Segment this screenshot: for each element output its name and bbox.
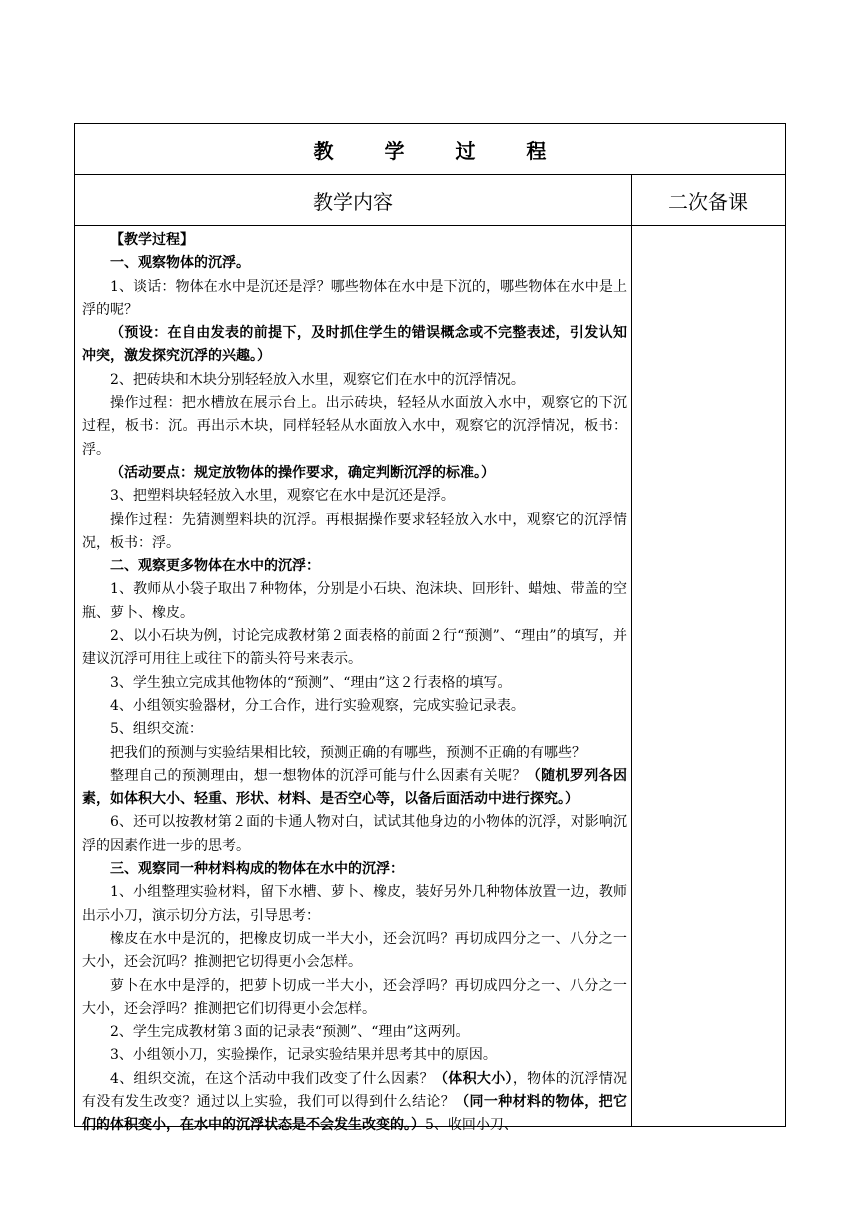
paragraph: 1、谈话：物体在水中是沉还是浮？哪些物体在水中是下沉的，哪些物体在水中是上浮的呢？ xyxy=(82,278,627,318)
bold-text-run: （随机罗列各因素，如体积大小、轻重、形状、材料、是否空心等，以备后面活动中进行探究。） xyxy=(82,767,628,808)
paragraph: 1、小组整理实验材料，留下水槽、萝卜、橡皮，装好另外几种物体放置一边，教师出示小刀，演示切分方法，引导思考： xyxy=(82,884,627,924)
paragraph: 操作过程：先猜测塑料块的沉浮。再根据操作要求轻轻放入水中，观察它的沉浮情况，板书：浮。 xyxy=(82,511,627,551)
paragraph: 橡皮在水中是沉的，把橡皮切成一半大小，还会沉吗？再切成四分之一、八分之一大小，还会沉吗？推测把它切得更小会怎样。 xyxy=(82,930,627,971)
table-header-row xyxy=(75,175,785,226)
paragraph: 3、学生独立完成其他物体的“预测”、“理由”这２行表格的填写。 xyxy=(110,674,512,691)
text-run: 5、收回小刀、 xyxy=(425,1117,518,1134)
text-run: 整理自己的预测理由，想一想物体的沉浮可能与什么因素有关呢？ xyxy=(110,767,527,784)
teaching-content-cell xyxy=(82,229,628,1134)
paragraph: 2、以小石块为例，讨论完成教材第２面表格的前面２行“预测”、“理由”的填写，并建议沉浮可用往上或往下的箭头符号来表示。 xyxy=(82,628,627,668)
paragraph: 4、小组领实验器材，分工合作，进行实验观察，完成实验记录表。 xyxy=(110,697,525,714)
paragraph: 三、观察同一种材料构成的物体在水中的沉浮： xyxy=(110,861,404,878)
paragraph: 一、观察物体的沉浮。 xyxy=(110,255,250,272)
bold-text-run: （体积大小） xyxy=(434,1070,513,1087)
paragraph: 6、还可以按教材第２面的卡通人物对白，试试其他身边的小物体的沉浮，对影响沉浮的因素作进一步的思考。 xyxy=(82,814,627,854)
paragraph: （活动要点：规定放物体的操作要求，确定判断沉浮的标准。） xyxy=(110,464,495,481)
paragraph: 萝卜在水中是浮的，把萝卜切成一半大小，还会浮吗？再切成四分之一、八分之一大小，还会浮吗？推测把它们切得更小会怎样。 xyxy=(82,977,627,1017)
paragraph xyxy=(82,765,627,812)
paragraph: （预设：在自由发表的前提下，及时抓住学生的错误概念或不完整表述，引发认知冲突，激发探究沉浮的兴趣。） xyxy=(82,325,627,365)
text-run: 4、组织交流，在这个活动中我们改变了什么因素？ xyxy=(110,1070,434,1087)
text-run: ，物体的沉浮情况有没有发生改变？通过以上实验，我们可以得到什么结论？ xyxy=(82,1070,628,1110)
paragraph: 2、学生完成教材第３面的记录表“预测”、“理由”这两列。 xyxy=(110,1024,470,1041)
paragraph: 操作过程：把水槽放在展示台上。出示砖块，轻轻从水面放入水中，观察它的下沉过程，板书：沉。再出示木块，同样轻轻从水面放入水中，观察它的沉浮情况，板书：浮。 xyxy=(82,395,627,458)
header-teaching-content: 教学内容 xyxy=(313,189,393,214)
paragraph: 二、观察更多物体在水中的沉浮： xyxy=(110,558,320,575)
paragraph: 1、教师从小袋子取出７种物体，分别是小石块、泡沫块、回形针、蜡烛、带盖的空瓶、萝卜、橡皮。 xyxy=(82,581,627,621)
paragraph: 3、小组领小刀，实验操作，记录实验结果并思考其中的原因。 xyxy=(110,1047,497,1064)
header-second-preparation: 二次备课 xyxy=(668,189,748,214)
paragraph: 5、组织交流： xyxy=(110,721,203,738)
bold-text-run: （同一种材料的物体，把它们的体积变小，在水中的沉浮状态是不会发生改变的。） xyxy=(82,1093,628,1134)
paragraph: 把我们的预测与实验结果相比较，预测正确的有哪些，预测不正确的有哪些？ xyxy=(110,744,586,761)
column-divider xyxy=(631,175,632,1127)
paragraph: 3、把塑料块轻轻放入水里，观察它在水中是沉还是浮。 xyxy=(110,488,455,505)
lesson-table xyxy=(74,123,786,1134)
paragraph xyxy=(82,1068,627,1138)
paragraph: 2、把砖块和木块分别轻轻放入水里，观察它们在水中的沉浮情况。 xyxy=(110,371,525,388)
table-title: 教 学 过 程 xyxy=(75,124,785,175)
paragraph: 【教学过程】 xyxy=(110,232,194,248)
